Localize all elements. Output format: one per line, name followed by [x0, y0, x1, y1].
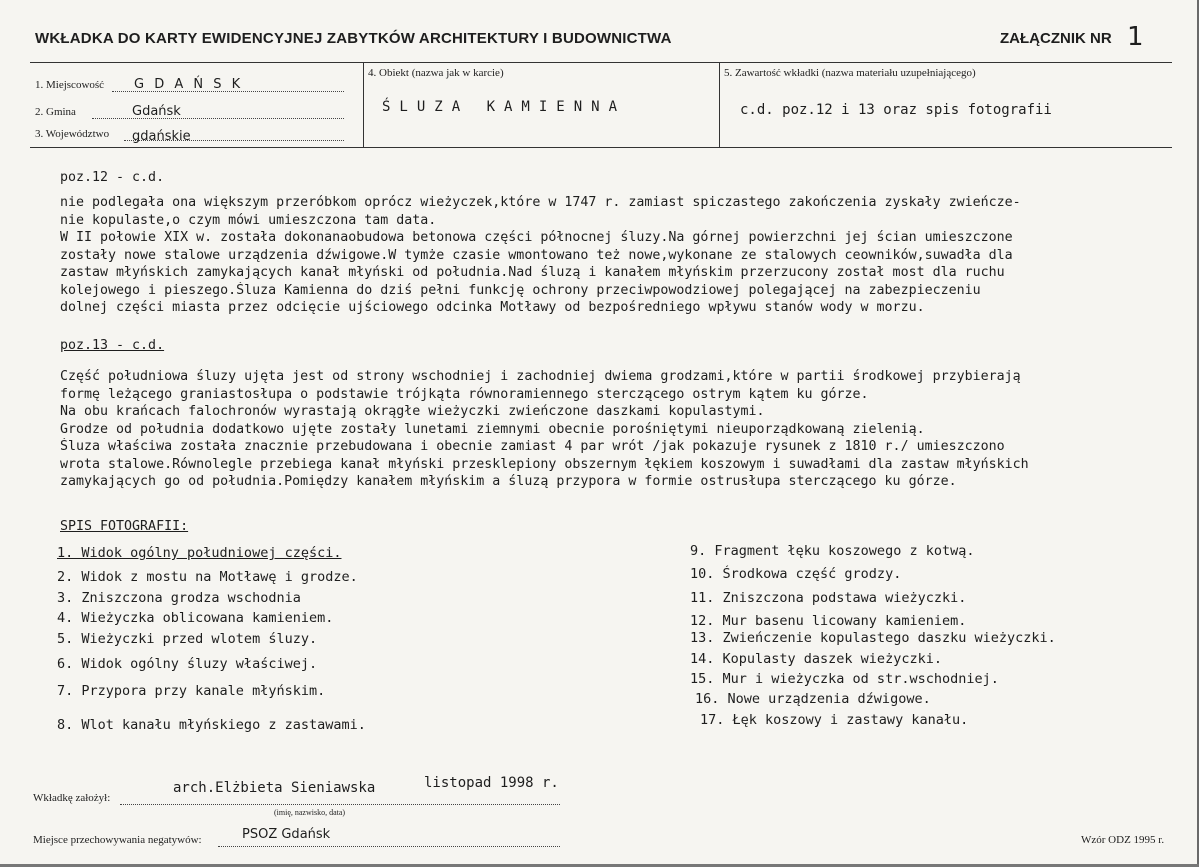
photo-item: 3. Zniszczona grodza wschodnia [57, 590, 301, 606]
poz12-line: dolnej części miasta przez odcięcie ujściowego odcinka Motławy od bezpośredniego wpływu stanów wody w morzu. [60, 300, 925, 315]
zawartosc-label: 5. Zawartość wkładki (nazwa materiału uzupełniającego) [724, 67, 976, 79]
photo-item: 1. Widok ogólny południowej części. [57, 545, 342, 561]
poz12-text [60, 194, 1090, 317]
author-dots [120, 804, 560, 805]
poz12-line: zostały nowe stalowe urządzenia dźwigowe.W tymże czasie wmontowano też nowe,wykonane ze stalowych ceowników,suwadła dla [60, 247, 1013, 263]
attachment-label: ZAŁĄCZNIK NR [1000, 30, 1112, 47]
poz13-line: formę leżącego graniastosłupa o podstawie trójkąta równoramiennego sterczącego ostrym kątem ku górze. [60, 386, 869, 402]
wojewodztwo-label: 3. Województwo [35, 128, 110, 140]
poz13-text [60, 368, 1090, 491]
photo-item: 15. Mur i wieżyczka od str.wschodniej. [690, 671, 999, 687]
form-code: Wzór ODZ 1995 r. [1081, 834, 1165, 846]
wojewodztwo-value: gdańskie [132, 129, 191, 144]
author-hint: (imię, nazwisko, data) [274, 808, 346, 817]
poz12-line: nie kopulaste,o czym mówi umieszczona tam data. [60, 212, 437, 228]
poz13-line: wrota stalowe.Równolegle przebiega kanał młyński przesklepiony obszernym łękiem koszowym i suwadłami dla zastaw młyńskich [60, 456, 1029, 472]
gmina-label: 2. Gmina [35, 106, 76, 118]
miejscowosc-value: G D A Ń S K [134, 77, 244, 92]
author-date: listopad 1998 r. [424, 775, 559, 791]
gmina-value: Gdańsk [132, 104, 181, 119]
gmina-dots [92, 118, 344, 119]
photo-item: 16. Nowe urządzenia dźwigowe. [695, 691, 931, 707]
photos-heading: SPIS FOTOGRAFII: [60, 519, 189, 534]
photo-item: 2. Widok z mostu na Motławę i grodze. [57, 569, 358, 585]
photo-item: 12. Mur basenu licowany kamieniem. [690, 613, 967, 629]
form-title: WKŁADKA DO KARTY EWIDENCYJNEJ ZABYTKÓW ARCHITEKTURY I BUDOWNICTWA [35, 30, 672, 47]
poz13-line: Na obu krańcach falochronów wyrastają okrągłe wieżyczki zwieńczone daszkami kopulastymi. [60, 404, 765, 419]
form-divider-1 [363, 62, 364, 147]
obiekt-label: 4. Obiekt (nazwa jak w karcie) [368, 67, 504, 79]
zawartosc-value: c.d. poz.12 i 13 oraz spis fotografii [740, 102, 1052, 118]
author-value: arch.Elżbieta Sieniawska [173, 780, 376, 796]
poz13-line: zamykających go od południa.Pomiędzy kanałem młyńskim a śluzą przypora w formie ostrusłupa sterczącego ku górze. [60, 474, 957, 489]
photo-item: 8. Wlot kanału młyńskiego z zastawami. [57, 717, 366, 733]
poz12-heading: poz.12 - c.d. [60, 170, 165, 185]
negatives-dots [218, 846, 560, 847]
poz12-line: zastaw młyńskich zamykających kanał młyński od południa.Nad śluzą i kanałem młyńskim przerzucony został most dla ruchu [60, 265, 1005, 280]
photo-item: 5. Wieżyczki przed wlotem śluzy. [57, 631, 318, 647]
attachment-number: 1 [1127, 22, 1144, 52]
photo-item: 17. Łęk koszowy i zastawy kanału. [700, 712, 969, 728]
poz12-line: W II połowie XIX w. została dokonanaobudowa betonowa części północnej śluzy.Na górnej powierzchni jej ścian umieszczone [60, 230, 1013, 245]
form-bottom-rule [30, 147, 1172, 148]
negatives-value: PSOZ Gdańsk [242, 827, 331, 842]
photo-item: 4. Wieżyczka oblicowana kamieniem. [57, 610, 334, 626]
poz12-line: kolejowego i pieszego.Śluza Kamienna do dziś pełni funkcję ochrony przeciwpowodziowej polegającej na zabezpieczeniu [60, 282, 981, 298]
poz12-line: nie podlegała ona większym przeróbkom oprócz wieżyczek,które w 1747 r. zamiast spiczastego zakończenia zyskały zwieńcze- [60, 195, 1021, 210]
miejscowosc-label: 1. Miejscowość [35, 79, 105, 91]
photo-item: 11. Zniszczona podstawa wieżyczki. [690, 590, 967, 606]
form-top-rule [30, 62, 1172, 63]
obiekt-value: ŚLUZA KAMIENNA [382, 99, 627, 115]
photo-item: 14. Kopulasty daszek wieżyczki. [690, 651, 942, 667]
photo-item: 9. Fragment łęku koszowego z kotwą. [690, 543, 975, 559]
photo-item: 6. Widok ogólny śluzy właściwej. [57, 656, 318, 672]
photo-item: 7. Przypora przy kanale młyńskim. [57, 683, 326, 699]
photo-item: 10. Środkowa część grodzy. [690, 566, 902, 582]
poz13-line: Grodze od południa dodatkowo ujęte zostały lunetami ziemnymi obecnie porośniętymi nieuporządkowaną zielenią. [60, 421, 925, 437]
poz13-heading: poz.13 - c.d. [60, 338, 165, 353]
form-divider-2 [719, 62, 720, 147]
author-label: Wkładkę założył: [33, 792, 111, 804]
negatives-label: Miejsce przechowywania negatywów: [33, 834, 202, 846]
photo-item: 13. Zwieńczenie kopulastego daszku wieżyczki. [690, 630, 1056, 646]
poz13-line: Część południowa śluzy ujęta jest od strony wschodniej i zachodniej dwiema grodzami,które w partii środkowej przybierają [60, 369, 1021, 384]
poz13-line: Śluza właściwa została znacznie przebudowana i obecnie zamiast 4 par wrót /jak pokazuje rysunek z 1810 r./ umieszczono [60, 439, 1005, 454]
